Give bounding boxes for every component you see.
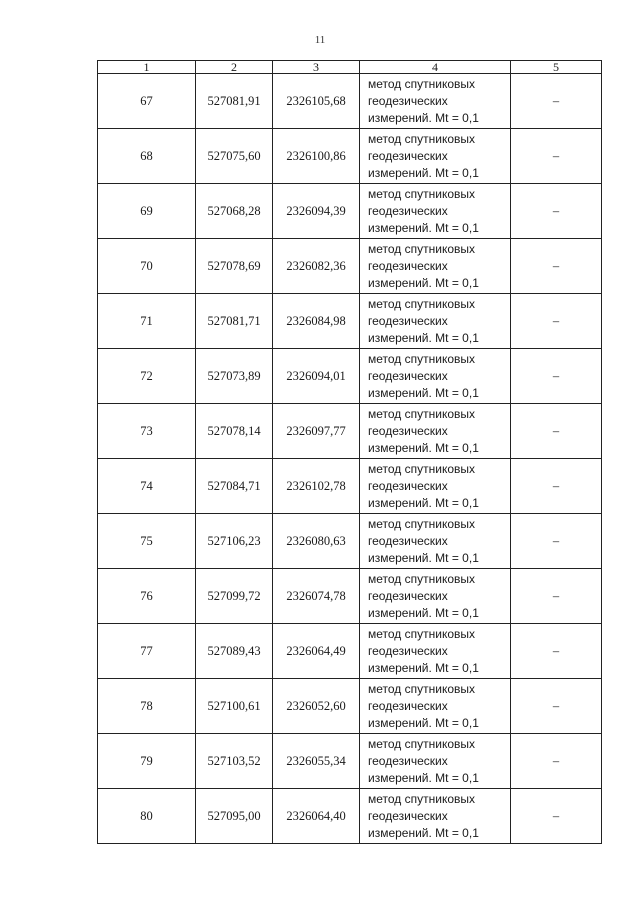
method-text-line: измерений. Mt = 0,1 <box>368 111 479 125</box>
x-coordinate-cell: 527073,89 <box>196 349 273 404</box>
x-coordinate-cell: 527075,60 <box>196 129 273 184</box>
method-text-line: геодезических <box>368 589 448 603</box>
method-text-line: метод спутниковых <box>368 297 476 311</box>
method-text-line: метод спутниковых <box>368 462 476 476</box>
y-coordinate-cell: 2326052,60 <box>273 679 360 734</box>
method-text-line: измерений. Mt = 0,1 <box>368 331 479 345</box>
point-number-cell: 71 <box>98 294 196 349</box>
y-coordinate-cell: 2326064,49 <box>273 624 360 679</box>
method-text-line: метод спутниковых <box>368 627 476 641</box>
method-text-line: метод спутниковых <box>368 77 476 91</box>
coordinates-table <box>97 60 602 844</box>
point-number-cell: 70 <box>98 239 196 294</box>
header-cell-5: 5 <box>511 61 602 74</box>
method-cell <box>360 459 511 514</box>
table-row <box>98 734 602 789</box>
method-text-line: измерений. Mt = 0,1 <box>368 496 479 510</box>
table-row <box>98 239 602 294</box>
x-coordinate-cell: 527099,72 <box>196 569 273 624</box>
point-number-cell: 78 <box>98 679 196 734</box>
table-row <box>98 789 602 844</box>
method-text-line: геодезических <box>368 809 448 823</box>
note-cell: – <box>511 514 602 569</box>
method-text-line: метод спутниковых <box>368 572 476 586</box>
method-text-line: метод спутниковых <box>368 682 476 696</box>
note-cell: – <box>511 624 602 679</box>
y-coordinate-cell: 2326100,86 <box>273 129 360 184</box>
method-cell <box>360 679 511 734</box>
table-header-row <box>98 61 602 74</box>
table-row <box>98 184 602 239</box>
point-number-cell: 68 <box>98 129 196 184</box>
table-body <box>98 74 602 844</box>
y-coordinate-cell: 2326084,98 <box>273 294 360 349</box>
method-cell <box>360 514 511 569</box>
x-coordinate-cell: 527095,00 <box>196 789 273 844</box>
method-text-line: метод спутниковых <box>368 737 476 751</box>
y-coordinate-cell: 2326094,39 <box>273 184 360 239</box>
table-row <box>98 404 602 459</box>
table-row <box>98 679 602 734</box>
point-number-cell: 79 <box>98 734 196 789</box>
x-coordinate-cell: 527081,91 <box>196 74 273 129</box>
point-number-cell: 72 <box>98 349 196 404</box>
x-coordinate-cell: 527106,23 <box>196 514 273 569</box>
method-text-line: геодезических <box>368 259 448 273</box>
table-row <box>98 129 602 184</box>
method-cell <box>360 239 511 294</box>
method-text-line: метод спутниковых <box>368 132 476 146</box>
method-text-line: измерений. Mt = 0,1 <box>368 826 479 840</box>
x-coordinate-cell: 527103,52 <box>196 734 273 789</box>
y-coordinate-cell: 2326055,34 <box>273 734 360 789</box>
point-number-cell: 75 <box>98 514 196 569</box>
method-cell <box>360 184 511 239</box>
method-text-line: измерений. Mt = 0,1 <box>368 606 479 620</box>
x-coordinate-cell: 527089,43 <box>196 624 273 679</box>
method-text-line: измерений. Mt = 0,1 <box>368 771 479 785</box>
method-text-line: геодезических <box>368 534 448 548</box>
method-cell <box>360 294 511 349</box>
x-coordinate-cell: 527078,69 <box>196 239 273 294</box>
note-cell: – <box>511 679 602 734</box>
method-cell <box>360 569 511 624</box>
header-cell-2: 2 <box>196 61 273 74</box>
method-text-line: метод спутниковых <box>368 352 476 366</box>
x-coordinate-cell: 527100,61 <box>196 679 273 734</box>
header-cell-1: 1 <box>98 61 196 74</box>
method-text-line: геодезических <box>368 699 448 713</box>
method-text-line: геодезических <box>368 424 448 438</box>
y-coordinate-cell: 2326064,40 <box>273 789 360 844</box>
point-number-cell: 80 <box>98 789 196 844</box>
method-text-line: измерений. Mt = 0,1 <box>368 661 479 675</box>
note-cell: – <box>511 74 602 129</box>
table-row <box>98 349 602 404</box>
x-coordinate-cell: 527084,71 <box>196 459 273 514</box>
note-cell: – <box>511 789 602 844</box>
table-row <box>98 569 602 624</box>
note-cell: – <box>511 569 602 624</box>
note-cell: – <box>511 239 602 294</box>
y-coordinate-cell: 2326094,01 <box>273 349 360 404</box>
y-coordinate-cell: 2326080,63 <box>273 514 360 569</box>
table-row <box>98 624 602 679</box>
x-coordinate-cell: 527078,14 <box>196 404 273 459</box>
method-text-line: метод спутниковых <box>368 407 476 421</box>
page-number: 11 <box>314 34 326 46</box>
point-number-cell: 77 <box>98 624 196 679</box>
method-text-line: измерений. Mt = 0,1 <box>368 166 479 180</box>
point-number-cell: 76 <box>98 569 196 624</box>
y-coordinate-cell: 2326097,77 <box>273 404 360 459</box>
method-cell <box>360 74 511 129</box>
method-text-line: измерений. Mt = 0,1 <box>368 441 479 455</box>
x-coordinate-cell: 527068,28 <box>196 184 273 239</box>
method-text-line: измерений. Mt = 0,1 <box>368 716 479 730</box>
method-cell <box>360 734 511 789</box>
header-cell-3: 3 <box>273 61 360 74</box>
point-number-cell: 69 <box>98 184 196 239</box>
method-text-line: метод спутниковых <box>368 187 476 201</box>
note-cell: – <box>511 459 602 514</box>
method-text-line: геодезических <box>368 314 448 328</box>
method-text-line: измерений. Mt = 0,1 <box>368 551 479 565</box>
method-text-line: геодезических <box>368 369 448 383</box>
method-text-line: геодезических <box>368 94 448 108</box>
method-text-line: геодезических <box>368 479 448 493</box>
point-number-cell: 73 <box>98 404 196 459</box>
method-cell <box>360 789 511 844</box>
note-cell: – <box>511 184 602 239</box>
method-text-line: измерений. Mt = 0,1 <box>368 386 479 400</box>
y-coordinate-cell: 2326074,78 <box>273 569 360 624</box>
method-text-line: геодезических <box>368 644 448 658</box>
note-cell: – <box>511 129 602 184</box>
y-coordinate-cell: 2326105,68 <box>273 74 360 129</box>
table-row <box>98 294 602 349</box>
method-text-line: геодезических <box>368 754 448 768</box>
note-cell: – <box>511 404 602 459</box>
x-coordinate-cell: 527081,71 <box>196 294 273 349</box>
table-row <box>98 74 602 129</box>
y-coordinate-cell: 2326102,78 <box>273 459 360 514</box>
method-text-line: геодезических <box>368 204 448 218</box>
method-text-line: измерений. Mt = 0,1 <box>368 276 479 290</box>
table-row <box>98 514 602 569</box>
method-text-line: метод спутниковых <box>368 517 476 531</box>
method-text-line: измерений. Mt = 0,1 <box>368 221 479 235</box>
method-text-line: геодезических <box>368 149 448 163</box>
note-cell: – <box>511 734 602 789</box>
note-cell: – <box>511 294 602 349</box>
method-cell <box>360 129 511 184</box>
y-coordinate-cell: 2326082,36 <box>273 239 360 294</box>
method-text-line: метод спутниковых <box>368 242 476 256</box>
method-text-line: метод спутниковых <box>368 792 476 806</box>
method-cell <box>360 624 511 679</box>
header-cell-4: 4 <box>360 61 511 74</box>
point-number-cell: 74 <box>98 459 196 514</box>
method-cell <box>360 349 511 404</box>
method-cell <box>360 404 511 459</box>
note-cell: – <box>511 349 602 404</box>
table-row <box>98 459 602 514</box>
point-number-cell: 67 <box>98 74 196 129</box>
